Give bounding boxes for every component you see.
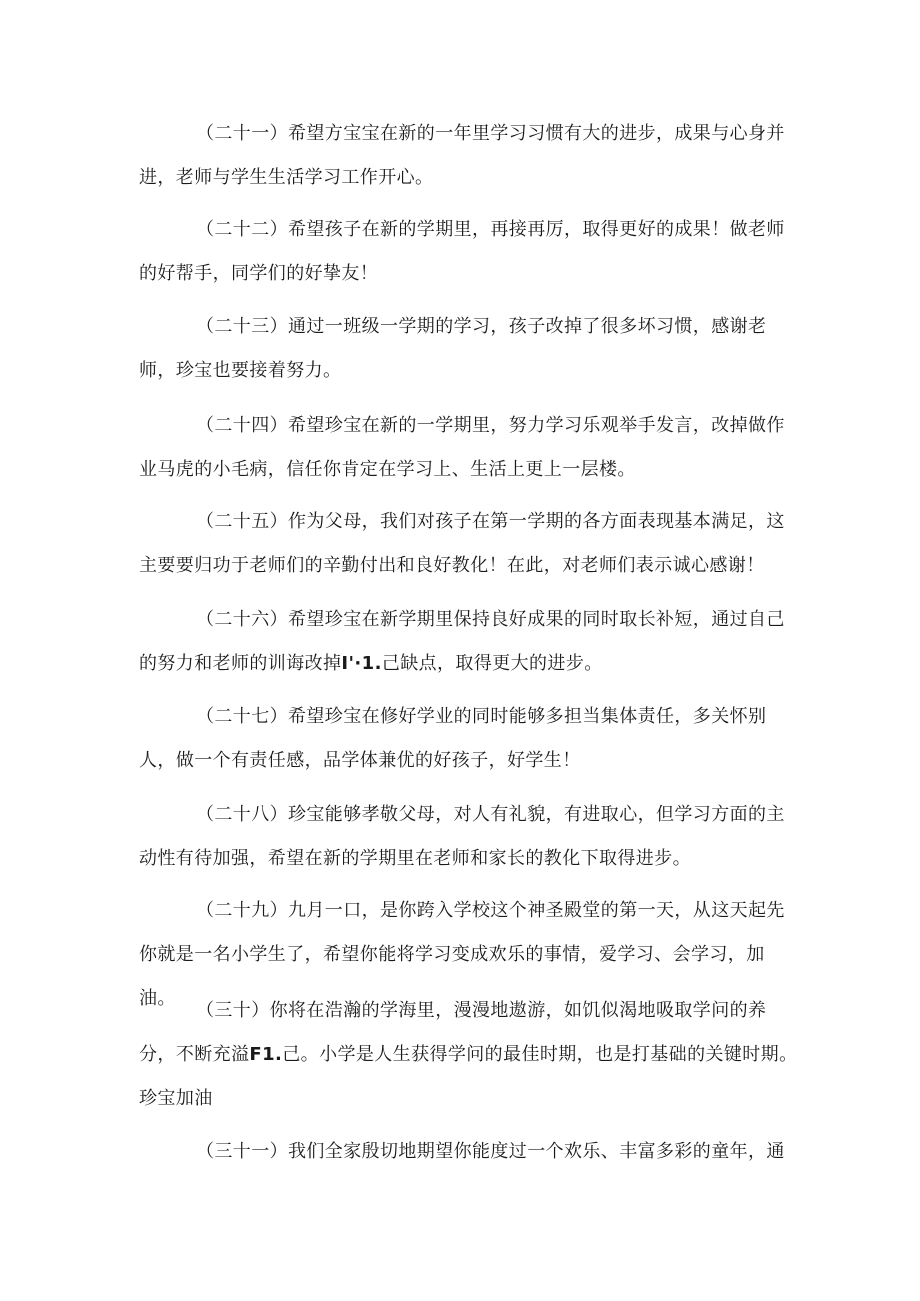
paragraph-28-line-2: 动性有待加强，希望在新的学期里在老师和家长的教化下取得进步。 xyxy=(139,848,691,869)
paragraph-22 xyxy=(139,208,799,296)
paragraph-30-line-1: （三十）你将在浩瀚的学海里，漫漫地遨游，如饥似渴地吸取学问的养分， xyxy=(139,1000,767,1065)
paragraph-21-line-2: 进，老师与学生生活学习工作开心。 xyxy=(139,167,434,188)
paragraph-25-line-1: （二十五）作为父母，我们对孩子在第一学期的各方面表现基本满足，这 xyxy=(196,511,785,532)
paragraph-26-line-2a: 努力和老师的训诲改掉 xyxy=(157,653,342,674)
paragraph-23-line-1: （二十三）通过一班级一学期的学习，孩子改掉了很多坏习惯，感谢老师， xyxy=(139,316,767,381)
paragraph-24-line-2: 马虎的小毛病，信任你肯定在学习上、生活上更上一层楼。 xyxy=(157,459,636,480)
paragraph-28-line-1: （二十八）珍宝能够孝敬父母，对人有礼貌，有进取心，但学习方面的主 xyxy=(196,804,785,825)
paragraph-22-line-1: （二十二）希望孩子在新的学期里，再接再厉，取得更好的成果！做老师 xyxy=(196,219,785,240)
paragraph-25 xyxy=(139,500,799,588)
paragraph-30-ocr-fragment: F1. xyxy=(249,1044,283,1065)
paragraph-24-line-1: （二十四）希望珍宝在新的一学期里，努力学习乐观举手发言，改掉做作业 xyxy=(139,415,785,480)
paragraph-23 xyxy=(139,305,799,393)
paragraph-27-line-2: 做一个有责任感，品学体兼优的好孩子，好学生！ xyxy=(175,750,581,771)
paragraph-21 xyxy=(139,112,799,200)
paragraph-23-line-2: 珍宝也要接着努力。 xyxy=(175,360,342,381)
paragraph-27 xyxy=(139,695,799,783)
paragraph-30-line-3: 加油 xyxy=(175,1088,213,1109)
paragraph-31 xyxy=(139,1130,799,1174)
paragraph-30-line-2a: 不断充溢 xyxy=(175,1044,250,1065)
paragraph-27-line-1: （二十七）希望珍宝在修好学业的同时能够多担当集体责任，多关怀别人， xyxy=(139,706,767,771)
paragraph-28 xyxy=(139,793,799,881)
paragraph-29-line-1: （二十九）九月一口，是你跨入学校这个神圣殿堂的第一天，从这天起先 xyxy=(196,900,785,921)
paragraph-30 xyxy=(139,989,799,1121)
paragraph-26-ocr-fragment: I'·1. xyxy=(341,653,382,674)
paragraph-29-line-2: 你就是一名小学生了，希望你能将学习变成欢乐的事情，爱学习、会学习，加油。 xyxy=(139,944,765,1009)
paragraph-26 xyxy=(139,598,799,686)
paragraph-30-line-2c: 己。小学是人生获得学问的最佳时期，也是打基础的关键时期。珍宝 xyxy=(139,1044,798,1109)
paragraph-22-line-2: 的好帮手，同学们的好挚友！ xyxy=(139,263,379,284)
paragraph-24 xyxy=(139,404,799,492)
paragraph-26-line-1: （二十六）希望珍宝在新学期里保持良好成果的同时取长补短，通过自己的 xyxy=(139,609,785,674)
paragraph-26-line-2c: 己缺点，取得更大的进步。 xyxy=(381,653,603,674)
paragraph-31-line-1: （三十一）我们全家殷切地期望你能度过一个欢乐、丰富多彩的童年，通 xyxy=(196,1141,785,1162)
paragraph-21-line-1: （二十一）希望方宝宝在新的一年里学习习惯有大的进步，成果与心身并 xyxy=(196,123,785,144)
paragraph-25-line-2: 主要要归功于老师们的辛勤付出和良好教化！在此，对老师们表示诚心感谢！ xyxy=(139,555,765,576)
